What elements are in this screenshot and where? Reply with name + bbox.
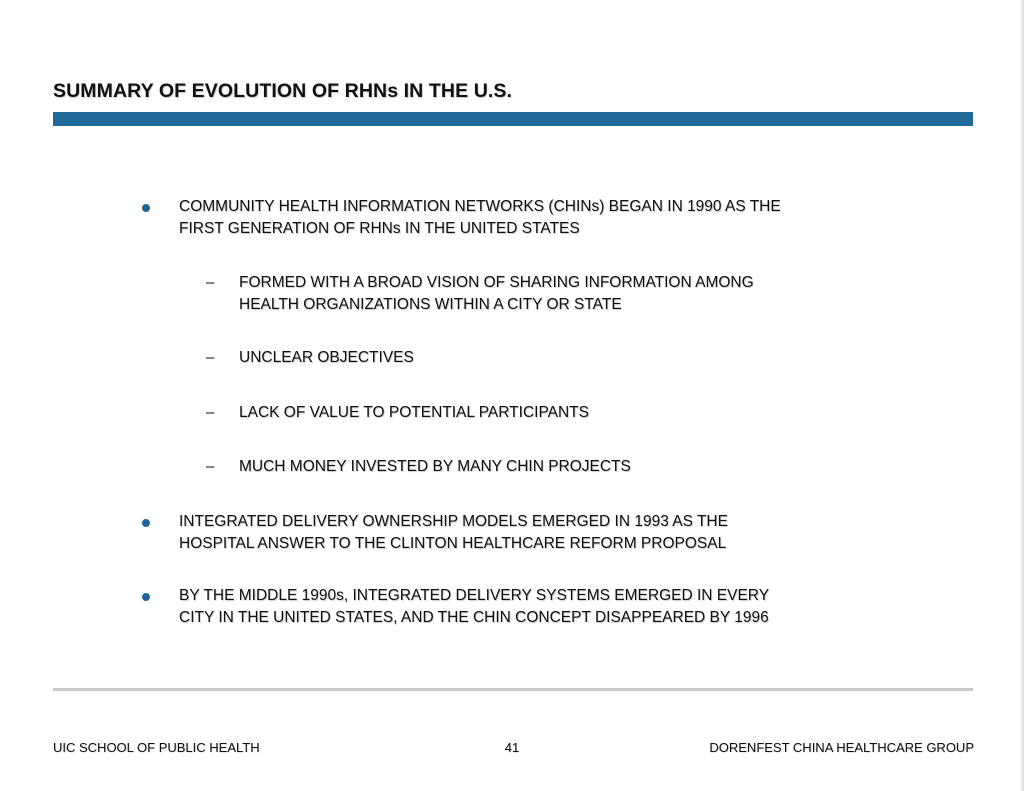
slide-title: SUMMARY OF EVOLUTION OF RHNs IN THE U.S. <box>53 80 513 102</box>
sub-bullet-text-line: UNCLEAR OBJECTIVES <box>239 349 414 366</box>
bullet-text-line: HOSPITAL ANSWER TO THE CLINTON HEALTHCARE REFORM PROPOSAL <box>179 535 727 552</box>
bullet-dot-icon <box>142 204 150 212</box>
sub-bullet-text-line: FORMED WITH A BROAD VISION OF SHARING INFORMATION AMONG <box>239 274 754 291</box>
footer-company: DORENFEST CHINA HEALTHCARE GROUP <box>709 740 974 755</box>
sub-bullet-text-line: MUCH MONEY INVESTED BY MANY CHIN PROJECTS <box>239 458 631 475</box>
bullet-text-line: COMMUNITY HEALTH INFORMATION NETWORKS (CHINs) BEGAN IN 1990 AS THE <box>179 198 781 215</box>
dash-icon: – <box>206 404 215 421</box>
bullet-item-1 <box>179 196 781 240</box>
dash-icon: – <box>206 274 215 291</box>
sub-bullet-text-line: LACK OF VALUE TO POTENTIAL PARTICIPANTS <box>239 404 589 421</box>
bullet-text-line: INTEGRATED DELIVERY OWNERSHIP MODELS EMERGED IN 1993 AS THE <box>179 513 728 530</box>
footer-organization: UIC SCHOOL OF PUBLIC HEALTH <box>53 740 260 755</box>
bullet-text-line: BY THE MIDDLE 1990s, INTEGRATED DELIVERY SYSTEMS EMERGED IN EVERY <box>179 587 770 604</box>
bullet-item-3 <box>179 585 769 629</box>
dash-icon: – <box>206 349 215 366</box>
slide-edge-shadow <box>1020 0 1024 791</box>
footer-rule <box>53 688 973 691</box>
sub-bullet-item-4 <box>206 456 631 478</box>
sub-bullet-item-2 <box>206 347 414 369</box>
bullet-text-line: CITY IN THE UNITED STATES, AND THE CHIN CONCEPT DISAPPEARED BY 1996 <box>179 609 769 626</box>
bullet-text-line: FIRST GENERATION OF RHNs IN THE UNITED STATES <box>179 220 580 237</box>
sub-bullet-item-1 <box>206 272 754 316</box>
sub-bullet-item-3 <box>206 402 589 424</box>
title-accent-bar <box>53 112 973 126</box>
page-number: 41 <box>504 740 520 755</box>
sub-bullet-text-line: HEALTH ORGANIZATIONS WITHIN A CITY OR STATE <box>239 296 622 313</box>
bullet-dot-icon <box>142 519 150 527</box>
bullet-item-2 <box>179 511 728 555</box>
dash-icon: – <box>206 458 215 475</box>
bullet-dot-icon <box>142 593 150 601</box>
